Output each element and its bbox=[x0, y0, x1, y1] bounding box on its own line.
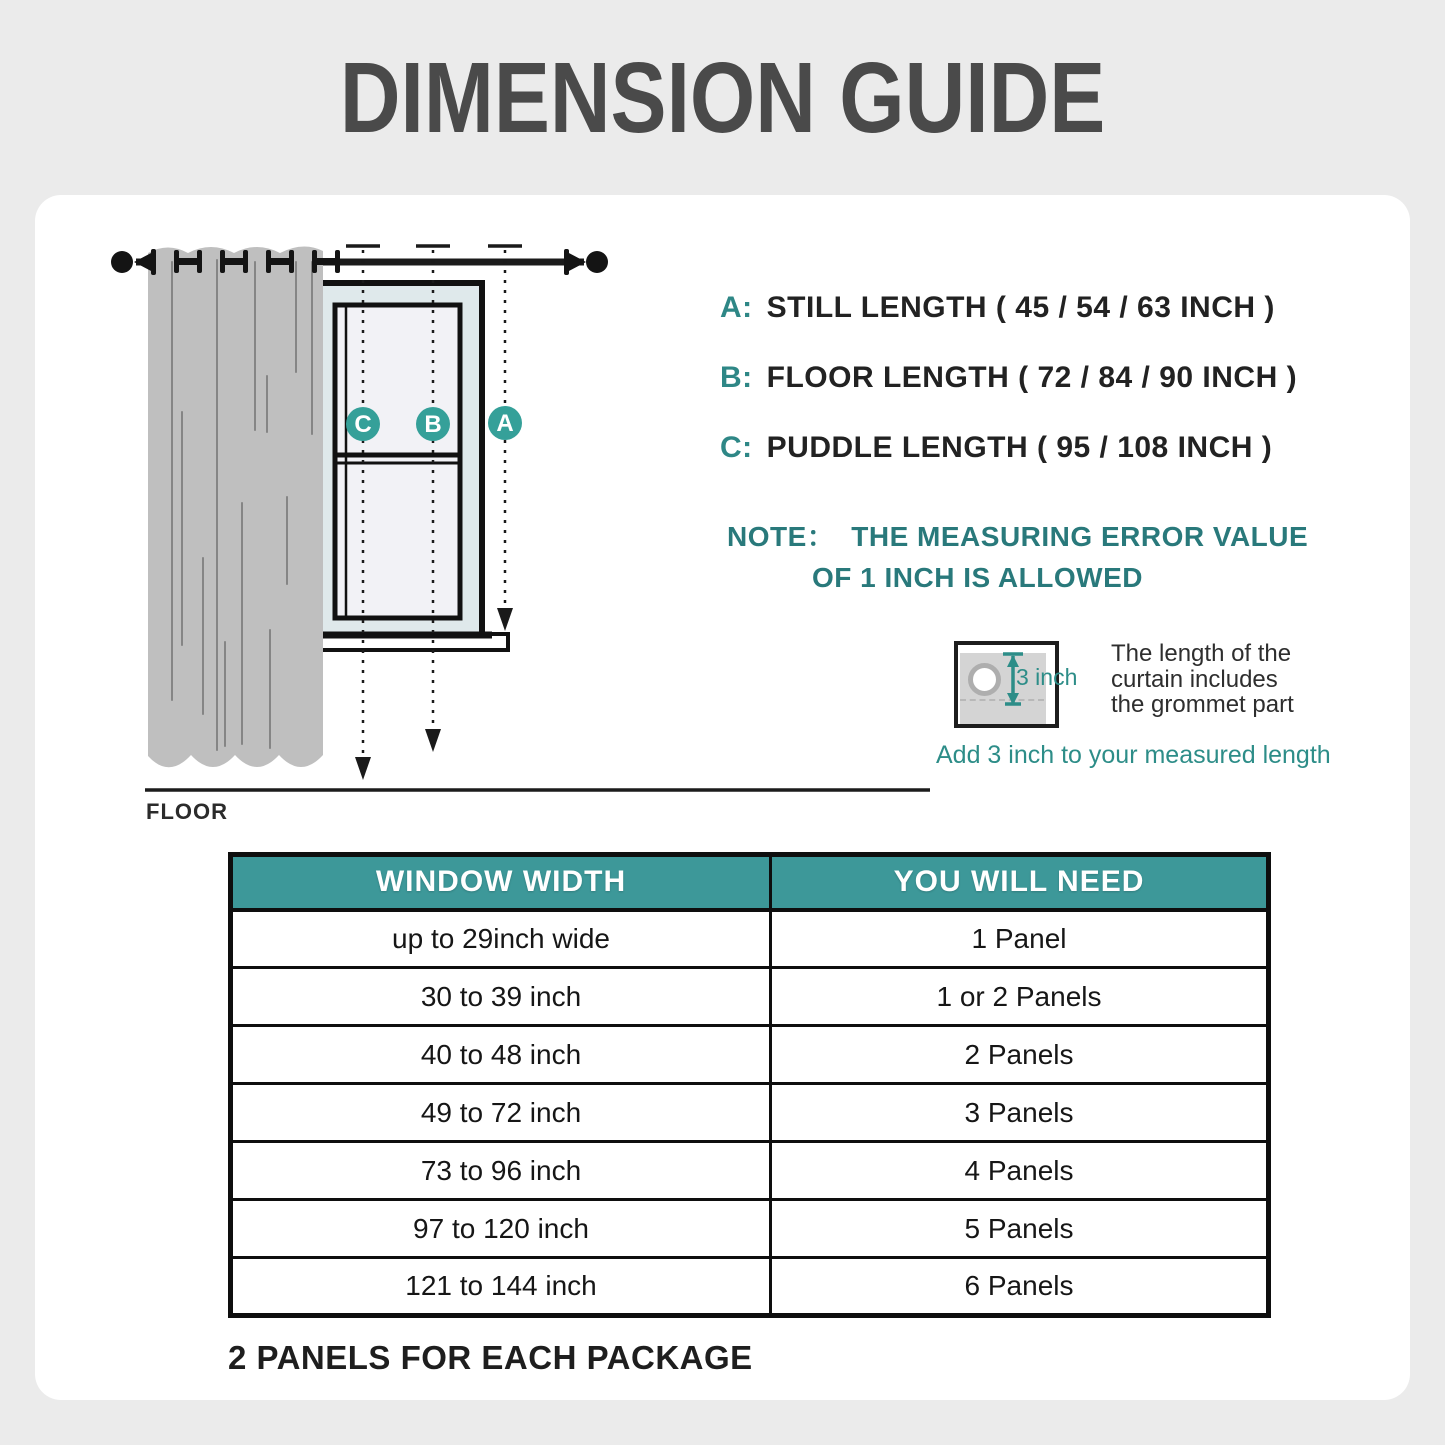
table-header-row bbox=[231, 855, 1269, 910]
curtain-panel bbox=[148, 246, 323, 767]
header-you-will-need: YOU WILL NEED bbox=[771, 855, 1269, 910]
length-key-a: A: bbox=[720, 291, 753, 324]
length-key-c: C: bbox=[720, 431, 753, 464]
table-row bbox=[231, 968, 1269, 1026]
table-row bbox=[231, 1258, 1269, 1316]
panel-count-table bbox=[228, 852, 1271, 1318]
length-text-a: STILL LENGTH ( 45 / 54 / 63 INCH ) bbox=[766, 291, 1275, 324]
cell-window-width: 97 to 120 inch bbox=[231, 1200, 771, 1258]
page-title-text: DIMENSION GUIDE bbox=[339, 42, 1106, 154]
cell-window-width: up to 29inch wide bbox=[231, 910, 771, 968]
cell-window-width: 73 to 96 inch bbox=[231, 1142, 771, 1200]
grommet-description-line: the grommet part bbox=[1111, 691, 1294, 718]
cell-window-width: 30 to 39 inch bbox=[231, 968, 771, 1026]
note-line-1 bbox=[727, 515, 1308, 555]
grommet-description-line: curtain includes bbox=[1111, 665, 1278, 693]
grommet-ring-icon bbox=[968, 663, 1001, 696]
table-row bbox=[231, 1142, 1269, 1200]
length-key-b: B: bbox=[720, 361, 753, 394]
cell-panels-needed: 3 Panels bbox=[771, 1084, 1269, 1142]
table-row bbox=[231, 1026, 1269, 1084]
length-row-a bbox=[720, 291, 1275, 325]
table-row bbox=[231, 1200, 1269, 1258]
window-sill bbox=[300, 634, 508, 650]
page-title bbox=[0, 42, 1445, 154]
floor-label: FLOOR bbox=[146, 799, 228, 824]
measure-badges bbox=[346, 406, 522, 441]
badge-a-label: A bbox=[496, 410, 514, 437]
grommet-measure-label: 3 inch bbox=[1016, 664, 1078, 690]
note-text: THE MEASURING ERROR VALUE bbox=[851, 521, 1309, 552]
length-row-b bbox=[720, 361, 1297, 395]
table-row bbox=[231, 910, 1269, 968]
table-row bbox=[231, 1084, 1269, 1142]
note-prefix: NOTE： bbox=[727, 521, 836, 552]
grommet-description bbox=[1111, 641, 1341, 718]
cell-panels-needed: 6 Panels bbox=[771, 1258, 1269, 1316]
cell-panels-needed: 2 Panels bbox=[771, 1026, 1269, 1084]
cell-window-width: 40 to 48 inch bbox=[231, 1026, 771, 1084]
length-text-b: FLOOR LENGTH ( 72 / 84 / 90 INCH ) bbox=[766, 361, 1298, 394]
length-row-c bbox=[720, 431, 1272, 465]
badge-c-label: C bbox=[354, 411, 372, 438]
header-window-width: WINDOW WIDTH bbox=[231, 855, 771, 910]
note-line-2: OF 1 INCH IS ALLOWED bbox=[812, 562, 1143, 593]
cell-window-width: 121 to 144 inch bbox=[231, 1258, 771, 1316]
length-text-c: PUDDLE LENGTH ( 95 / 108 INCH ) bbox=[766, 431, 1273, 464]
cell-panels-needed: 4 Panels bbox=[771, 1142, 1269, 1200]
window-frame bbox=[300, 283, 482, 635]
badge-b-label: B bbox=[424, 411, 442, 438]
cell-panels-needed: 1 or 2 Panels bbox=[771, 968, 1269, 1026]
cell-panels-needed: 5 Panels bbox=[771, 1200, 1269, 1258]
package-note: 2 PANELS FOR EACH PACKAGE bbox=[228, 1339, 753, 1376]
grommet-tip: Add 3 inch to your measured length bbox=[936, 741, 1331, 769]
cell-window-width: 49 to 72 inch bbox=[231, 1084, 771, 1142]
grommet-description-line: The length of the bbox=[1111, 640, 1292, 667]
cell-panels-needed: 1 Panel bbox=[771, 910, 1269, 968]
